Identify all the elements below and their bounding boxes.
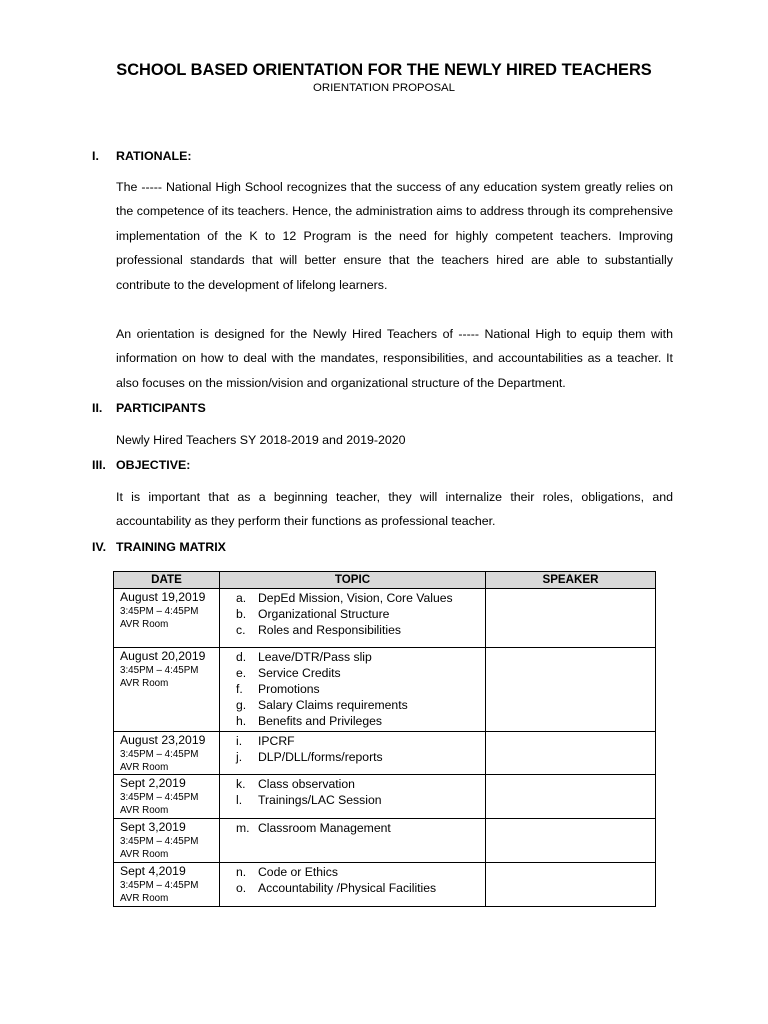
topic-letter: a. — [236, 591, 247, 605]
session-date: August 20,2019 — [120, 649, 206, 663]
topic-text: Classroom Management — [258, 821, 391, 835]
speaker-cell — [486, 732, 656, 775]
topic-list — [220, 775, 485, 808]
topic-text: Accountability /Physical Facilities — [258, 881, 437, 895]
section-heading-rationale: RATIONALE: — [116, 149, 192, 163]
session-time: 3:45PM – 4:45PM — [120, 880, 199, 891]
session-date: Sept 3,2019 — [120, 820, 186, 834]
column-header-topic: TOPIC — [220, 572, 486, 589]
session-time: 3:45PM – 4:45PM — [120, 749, 199, 760]
topic-letter: j. — [236, 750, 243, 764]
topic-list — [220, 863, 485, 896]
column-header-speaker: SPEAKER — [486, 572, 656, 589]
topic-letter: i. — [236, 734, 243, 748]
section-number-rationale: I. — [92, 149, 99, 163]
topic-letter: e. — [236, 666, 247, 680]
topic-text: DLP/DLL/forms/reports — [258, 750, 383, 764]
table-row — [114, 775, 656, 819]
document-title: SCHOOL BASED ORIENTATION FOR THE NEWLY HIRED TEACHERS — [116, 61, 652, 79]
section-heading-participants: PARTICIPANTS — [116, 401, 206, 415]
table-row — [114, 819, 656, 863]
topic-item — [220, 880, 485, 896]
topic-list — [220, 589, 485, 638]
session-venue: AVR Room — [120, 893, 169, 904]
session-venue: AVR Room — [120, 678, 169, 689]
section-heading-objective: OBJECTIVE: — [116, 458, 191, 472]
objective-paragraph: It is important that as a beginning teacher, they will internalize their roles, obligations, and accountability as they perform their functions as professional teacher. — [116, 490, 673, 529]
column-header-date: DATE — [114, 572, 220, 589]
session-time: 3:45PM – 4:45PM — [120, 606, 199, 617]
session-date: August 19,2019 — [120, 590, 206, 604]
topic-item — [220, 749, 485, 765]
topic-item — [220, 681, 485, 697]
topic-item — [220, 792, 485, 808]
topic-letter: h. — [236, 714, 247, 728]
topic-item — [220, 606, 485, 622]
session-venue: AVR Room — [120, 619, 169, 630]
topic-letter: f. — [236, 682, 243, 696]
speaker-cell — [486, 648, 656, 732]
topic-text: Service Credits — [258, 666, 341, 680]
date-cell — [114, 775, 220, 819]
topic-text: Promotions — [258, 682, 320, 696]
session-venue: AVR Room — [120, 762, 169, 773]
topic-cell — [220, 732, 486, 775]
topic-text: Leave/DTR/Pass slip — [258, 650, 372, 664]
table-row — [114, 732, 656, 775]
table-header-row — [114, 572, 656, 589]
topic-item — [220, 590, 485, 606]
session-venue: AVR Room — [120, 849, 169, 860]
topic-item — [220, 665, 485, 681]
topic-cell — [220, 819, 486, 863]
topic-text: Code or Ethics — [258, 865, 338, 879]
topic-list — [220, 732, 485, 765]
speaker-cell — [486, 589, 656, 648]
topic-cell — [220, 863, 486, 907]
session-date: Sept 4,2019 — [120, 864, 186, 878]
topic-list — [220, 819, 485, 836]
topic-cell — [220, 648, 486, 732]
date-cell — [114, 589, 220, 648]
session-time: 3:45PM – 4:45PM — [120, 665, 199, 676]
topic-letter: m. — [236, 821, 250, 835]
date-cell — [114, 863, 220, 907]
topic-item — [220, 697, 485, 713]
topic-item — [220, 733, 485, 749]
participants-text: Newly Hired Teachers SY 2018-2019 and 2019-2020 — [116, 433, 406, 447]
topic-text: Benefits and Privileges — [258, 714, 382, 728]
speaker-cell — [486, 863, 656, 907]
section-number-participants: II. — [92, 401, 103, 415]
section-number-training-matrix: IV. — [92, 540, 107, 554]
topic-letter: d. — [236, 650, 247, 664]
topic-letter: k. — [236, 777, 246, 791]
topic-text: Organizational Structure — [258, 607, 390, 621]
session-venue: AVR Room — [120, 805, 169, 816]
date-cell — [114, 732, 220, 775]
topic-item — [220, 820, 485, 836]
session-date: Sept 2,2019 — [120, 776, 186, 790]
table-row — [114, 648, 656, 732]
date-cell — [114, 648, 220, 732]
table-row — [114, 589, 656, 648]
topic-text: Roles and Responsibilities — [258, 623, 401, 637]
topic-letter: b. — [236, 607, 247, 621]
topic-letter: o. — [236, 881, 247, 895]
topic-item — [220, 649, 485, 665]
session-time: 3:45PM – 4:45PM — [120, 792, 199, 803]
topic-letter: c. — [236, 623, 246, 637]
section-number-objective: III. — [92, 458, 106, 472]
date-cell — [114, 819, 220, 863]
topic-letter: l. — [236, 793, 243, 807]
rationale-paragraph-2: An orientation is designed for the Newly Hired Teachers of ----- National High to equip them with information on how to deal with the mandates, responsibilities, and accountabilities as a teacher. It also focuses on the mission/vision and organizational structure of the Department. — [116, 327, 673, 390]
section-heading-training-matrix: TRAINING MATRIX — [116, 540, 226, 554]
session-date: August 23,2019 — [120, 733, 206, 747]
training-matrix-table — [113, 571, 656, 907]
session-time: 3:45PM – 4:45PM — [120, 836, 199, 847]
topic-text: Salary Claims requirements — [258, 698, 408, 712]
topic-list — [220, 648, 485, 729]
speaker-cell — [486, 775, 656, 819]
topic-text: Trainings/LAC Session — [258, 793, 382, 807]
document-subtitle: ORIENTATION PROPOSAL — [313, 82, 455, 94]
rationale-paragraph-1: The ----- National High School recognizes that the success of any education system greatly relies on the competence of its teachers. Hence, the administration aims to address through its comprehensive implementation of the K to 12 Program is the need for highly competent teachers. Improving professional standards that will better ensure that the teachers hired are able to substantially contribute to the development of lifelong learners. — [116, 180, 673, 292]
topic-item — [220, 776, 485, 792]
topic-item — [220, 864, 485, 880]
topic-cell — [220, 589, 486, 648]
topic-item — [220, 713, 485, 729]
topic-letter: n. — [236, 865, 247, 879]
topic-text: IPCRF — [258, 734, 295, 748]
topic-text: DepEd Mission, Vision, Core Values — [258, 591, 453, 605]
topic-item — [220, 622, 485, 638]
topic-cell — [220, 775, 486, 819]
table-row — [114, 863, 656, 907]
topic-text: Class observation — [258, 777, 355, 791]
speaker-cell — [486, 819, 656, 863]
topic-letter: g. — [236, 698, 247, 712]
